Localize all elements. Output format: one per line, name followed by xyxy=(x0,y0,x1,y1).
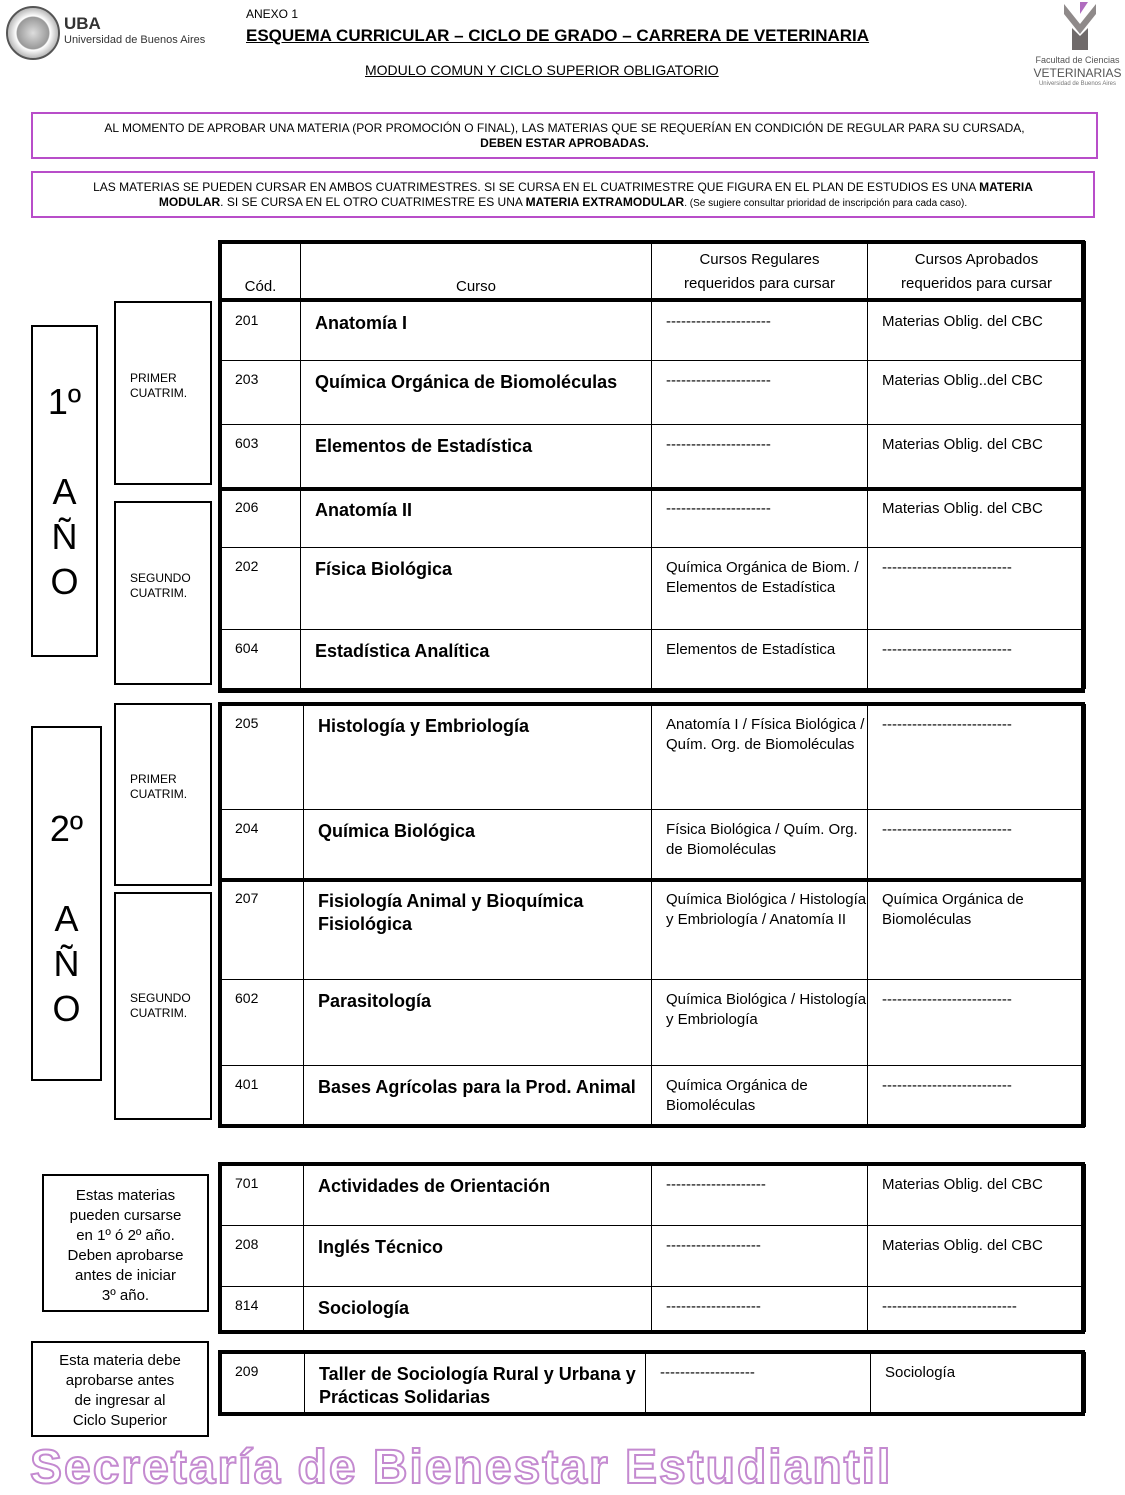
note-modular-e: MATERIA EXTRAMODULAR xyxy=(525,195,685,209)
regular-prereqs: -------------------- xyxy=(652,1165,868,1226)
table-row xyxy=(221,361,1086,425)
course-name: Anatomía II xyxy=(301,489,652,548)
header-aprobados-line1: Cursos Aprobados xyxy=(914,251,1039,268)
frame-line xyxy=(218,298,1085,302)
course-name: Química Biológica xyxy=(304,810,652,880)
note-line: de ingresar al xyxy=(74,1392,166,1409)
regular-prereqs: Elementos de Estadística xyxy=(652,630,868,689)
course-name: Actividades de Orientación xyxy=(304,1165,652,1226)
uba-logo xyxy=(6,6,206,58)
frame-line xyxy=(218,1412,1085,1416)
note-optional-subjects xyxy=(42,1174,209,1312)
table-row xyxy=(221,425,1086,489)
table-year2 xyxy=(220,704,1086,1127)
note-line: Ciclo Superior xyxy=(72,1412,168,1429)
regular-prereqs: Química Biológica / Histología y Embriología / Anatomía II xyxy=(652,880,868,980)
y1-segundo-cuatrim xyxy=(114,501,212,685)
regular-prereqs: ------------------- xyxy=(652,1226,868,1287)
table-row xyxy=(221,548,1086,630)
table-row xyxy=(221,705,1086,810)
cuatrim-label: CUATRIM. xyxy=(130,787,188,801)
approved-prereqs: Materias Oblig. del CBC xyxy=(868,302,1086,361)
table-row xyxy=(221,980,1086,1066)
frame-line xyxy=(1081,1350,1085,1416)
faculty-line3: Universidad de Buenos Aires xyxy=(1038,81,1117,87)
note-modular-a: LAS MATERIAS SE PUEDEN CURSAR EN AMBOS CUATRIMESTRES. SI SE CURSA EN EL CUATRIMESTRE QUE FIGURA EN EL PLAN DE ESTUDIOS ES UNA xyxy=(93,180,980,194)
header-aprobados-line2: requeridos para cursar xyxy=(901,275,1052,292)
course-code: 401 xyxy=(221,1066,304,1127)
frame-line xyxy=(218,1330,1085,1334)
course-code: 814 xyxy=(221,1287,304,1332)
course-code: 701 xyxy=(221,1165,304,1226)
year-2-label xyxy=(31,726,102,1081)
cuatrim-label: SEGUNDO xyxy=(130,571,191,585)
note-line: Deben aprobarse xyxy=(67,1247,184,1264)
header-curso: Curso xyxy=(301,242,652,302)
course-name: Fisiología Animal y Bioquímica Fisiológica xyxy=(304,880,652,980)
frame-line xyxy=(218,1350,222,1416)
frame-line xyxy=(218,702,1085,706)
note-modular-b: MATERIA xyxy=(979,180,1033,194)
table-superior xyxy=(220,1352,1086,1413)
year-1-label xyxy=(31,325,98,657)
course-code: 604 xyxy=(221,630,301,689)
cuatrim-label: SEGUNDO xyxy=(130,991,191,1005)
course-code: 207 xyxy=(221,880,304,980)
frame-line xyxy=(218,702,222,1128)
table-row xyxy=(221,489,1086,548)
approved-prereqs: -------------------------- xyxy=(868,630,1086,689)
course-name: Inglés Técnico xyxy=(304,1226,652,1287)
course-code: 205 xyxy=(221,705,304,810)
table-row xyxy=(221,302,1086,361)
cuatrim-label: PRIMER xyxy=(130,371,177,385)
frame-line xyxy=(218,240,1085,244)
frame-line xyxy=(1081,240,1085,693)
course-name: Química Orgánica de Biomoléculas xyxy=(301,361,652,425)
note-approval-line2: DEBEN ESTAR APROBADAS. xyxy=(480,136,649,150)
uba-seal-icon xyxy=(6,6,60,60)
cuatrim-label: CUATRIM. xyxy=(130,586,188,600)
course-code: 602 xyxy=(221,980,304,1066)
header-regulares-line2: requeridos para cursar xyxy=(684,275,835,292)
header-cod: Cód. xyxy=(221,242,301,302)
annex-label: ANEXO 1 xyxy=(246,7,299,21)
regular-prereqs: Química Orgánica de Biom. / Elementos de Estadística xyxy=(652,548,868,630)
frame-line xyxy=(1081,702,1085,1128)
cuatrim-label: CUATRIM. xyxy=(130,386,188,400)
table-row xyxy=(221,880,1086,980)
course-code: 208 xyxy=(221,1226,304,1287)
frame-line xyxy=(218,1162,222,1334)
note-approval xyxy=(31,112,1098,159)
course-code: 209 xyxy=(221,1353,305,1413)
note-line: Estas materias xyxy=(75,1187,176,1204)
y2-segundo-cuatrim xyxy=(114,892,212,1120)
regular-prereqs: --------------------- xyxy=(652,302,868,361)
header-regulares xyxy=(652,242,868,302)
uba-name: UBA xyxy=(64,14,101,33)
course-code: 204 xyxy=(221,810,304,880)
year-2-letter-n: Ñ xyxy=(53,943,80,984)
note-line: en 1º ó 2º año. xyxy=(76,1227,175,1244)
table-header xyxy=(220,241,1086,302)
course-name: Taller de Sociología Rural y Urbana y Prácticas Solidarias xyxy=(305,1353,646,1413)
regular-prereqs: ------------------- xyxy=(646,1353,871,1413)
page-title: ESQUEMA CURRICULAR – CICLO DE GRADO – CARRERA DE VETERINARIA xyxy=(246,26,870,45)
watermark: Secretaría de Bienestar Estudiantil xyxy=(30,1441,893,1494)
approved-prereqs: --------------------------- xyxy=(868,1287,1086,1332)
course-name: Histología y Embriología xyxy=(304,705,652,810)
course-code: 201 xyxy=(221,302,301,361)
table-optional xyxy=(220,1164,1086,1332)
approved-prereqs: Materias Oblig. del CBC xyxy=(868,1226,1086,1287)
approved-prereqs: -------------------------- xyxy=(868,810,1086,880)
note-line: pueden cursarse xyxy=(69,1207,182,1224)
note-modular xyxy=(31,171,1095,218)
note-modular-f: . (Se sugiere consultar prioridad de inscripción para cada caso). xyxy=(684,198,968,209)
course-name: Sociología xyxy=(304,1287,652,1332)
note-modular-d: . SI SE CURSA EN EL OTRO CUATRIMESTRE ES UNA xyxy=(220,195,526,209)
note-line: aprobarse antes xyxy=(65,1372,175,1389)
approved-prereqs: Materias Oblig. del CBC xyxy=(868,489,1086,548)
cuatrim-label: CUATRIM. xyxy=(130,1006,188,1020)
note-approval-line1: AL MOMENTO DE APROBAR UNA MATERIA (POR PROMOCIÓN O FINAL), LAS MATERIAS QUE SE REQUERÍAN EN CONDICIÓN DE REGULAR PARA SU CURSADA, xyxy=(104,121,1025,135)
year-2-letter-o: O xyxy=(52,988,81,1029)
faculty-mark-icon xyxy=(1060,2,1100,52)
course-code: 603 xyxy=(221,425,301,489)
faculty-line1: Facultad de Ciencias xyxy=(1035,55,1120,65)
approved-prereqs: Materias Oblig. del CBC xyxy=(868,425,1086,489)
approved-prereqs: -------------------------- xyxy=(868,980,1086,1066)
header-aprobados xyxy=(868,242,1086,302)
cuatrim-label: PRIMER xyxy=(130,772,177,786)
table-row xyxy=(221,1165,1086,1226)
course-name: Física Biológica xyxy=(301,548,652,630)
course-name: Elementos de Estadística xyxy=(301,425,652,489)
table-row xyxy=(221,630,1086,689)
approved-prereqs: Química Orgánica de Biomoléculas xyxy=(868,880,1086,980)
note-line: 3º año. xyxy=(101,1287,150,1304)
year-1-letter-n: Ñ xyxy=(51,516,78,557)
table-row xyxy=(221,1287,1086,1332)
course-name: Estadística Analítica xyxy=(301,630,652,689)
regular-prereqs: Anatomía I / Física Biológica / Quím. Org. de Biomoléculas xyxy=(652,705,868,810)
frame-line xyxy=(218,689,1085,693)
course-name: Anatomía I xyxy=(301,302,652,361)
note-line: Esta materia debe xyxy=(59,1352,181,1369)
course-name: Parasitología xyxy=(304,980,652,1066)
regular-prereqs: ------------------- xyxy=(652,1287,868,1332)
approved-prereqs: Materias Oblig. del CBC xyxy=(868,1165,1086,1226)
table-year1 xyxy=(220,301,1086,689)
frame-line xyxy=(218,1162,1085,1166)
table-row xyxy=(221,810,1086,880)
regular-prereqs: Química Biológica / Histología y Embriología xyxy=(652,980,868,1066)
faculty-logo xyxy=(1030,2,1125,90)
frame-line xyxy=(218,878,1085,882)
table-row xyxy=(221,1066,1086,1127)
header-regulares-line1: Cursos Regulares xyxy=(699,251,820,268)
year-2-letter-a: A xyxy=(54,898,79,939)
year-1-letter-a: A xyxy=(52,471,77,512)
year-1-number: 1º xyxy=(47,381,82,422)
page-subtitle: MODULO COMUN Y CICLO SUPERIOR OBLIGATORIO xyxy=(365,62,719,78)
regular-prereqs: Física Biológica / Quím. Org. de Biomoléculas xyxy=(652,810,868,880)
table-row xyxy=(221,1226,1086,1287)
regular-prereqs: Química Orgánica de Biomoléculas xyxy=(652,1066,868,1127)
course-code: 203 xyxy=(221,361,301,425)
regular-prereqs: --------------------- xyxy=(652,425,868,489)
approved-prereqs: -------------------------- xyxy=(868,548,1086,630)
course-name: Bases Agrícolas para la Prod. Animal xyxy=(304,1066,652,1127)
year-1-letter-o: O xyxy=(50,561,79,602)
regular-prereqs: --------------------- xyxy=(652,489,868,548)
table-row xyxy=(221,1353,1086,1413)
frame-line xyxy=(218,240,222,693)
frame-line xyxy=(1081,1162,1085,1334)
course-code: 202 xyxy=(221,548,301,630)
course-code: 206 xyxy=(221,489,301,548)
y2-primer-cuatrim xyxy=(114,703,212,886)
approved-prereqs: -------------------------- xyxy=(868,1066,1086,1127)
note-superior-cycle xyxy=(31,1341,209,1437)
uba-full-name: Universidad de Buenos Aires xyxy=(64,34,206,46)
note-modular-c: MODULAR xyxy=(158,195,221,209)
year-2-number: 2º xyxy=(49,808,84,849)
approved-prereqs: Sociología xyxy=(871,1353,1086,1413)
faculty-line2: VETERINARIAS xyxy=(1033,66,1122,80)
note-line: antes de iniciar xyxy=(75,1267,176,1284)
frame-line xyxy=(218,1124,1085,1128)
regular-prereqs: --------------------- xyxy=(652,361,868,425)
y1-primer-cuatrim xyxy=(114,301,212,485)
approved-prereqs: Materias Oblig..del CBC xyxy=(868,361,1086,425)
frame-line xyxy=(218,1350,1085,1354)
approved-prereqs: -------------------------- xyxy=(868,705,1086,810)
frame-line xyxy=(218,487,1085,491)
